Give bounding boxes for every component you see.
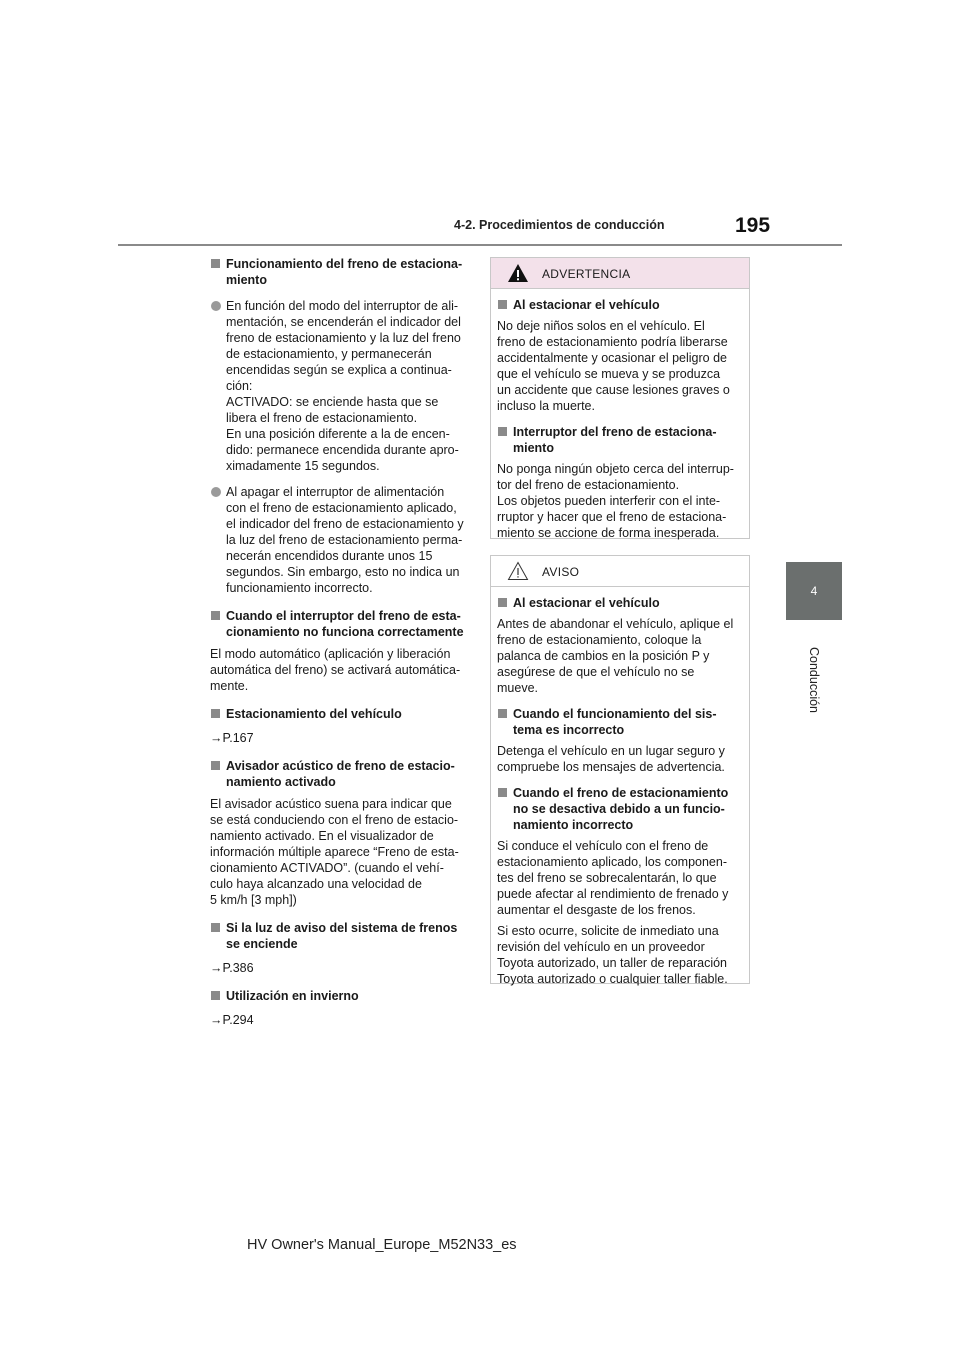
header-rule — [118, 244, 842, 246]
heading — [210, 608, 470, 640]
paragraph: Antes de abandonar el vehículo, aplique el freno de estacionamiento, coloque la palanca de cambios en la posición P y asegúrese de que el vehículo no se mueve. — [497, 617, 734, 695]
bullet-item — [210, 484, 470, 596]
heading-text: Estacionamiento del vehículo — [226, 707, 402, 721]
heading — [497, 595, 743, 611]
heading — [497, 424, 743, 456]
warning-title: ADVERTENCIA — [542, 267, 631, 281]
chapter-tab[interactable]: 4 — [786, 562, 842, 620]
page-reference-link[interactable]: →P.386 — [210, 961, 254, 975]
warning-box — [490, 257, 750, 539]
heading — [497, 706, 743, 738]
heading-text: Si la luz de aviso del sistema de frenos se enciende — [226, 921, 458, 951]
notice-box-header — [491, 556, 749, 587]
square-bullet-icon — [498, 598, 507, 607]
left-column — [210, 256, 470, 1028]
notice-title: AVISO — [542, 565, 580, 579]
heading-text: Interruptor del freno de estaciona- miento — [513, 425, 717, 455]
bullet-text: En función del modo del interruptor de ali- mentación, se encenderán el indicador del freno de estacionamiento y la luz del freno de estacionamiento, y permanecerán encendidas según se explica a continua- ción: ACTIVADO: se enciende hasta que se libera el freno de estacionamiento. En una posición diferente a la de encen- dido: permanece encendida durante apro- ximadamente 15 segundos. — [226, 299, 461, 473]
paragraph: No ponga ningún objeto cerca del interrup- tor del freno de estacionamiento. Los objetos pueden interferir con el inte- rruptor y hacer que el freno de estaciona- miento se accione de forma inesperada. — [497, 462, 734, 540]
paragraph: Si esto ocurre, solicite de inmediato una revisión del vehículo en un proveedor Toyota autorizado, un taller de reparación Toyota autorizado o cualquier taller fiable. — [497, 924, 728, 986]
page-number: 195 — [735, 214, 771, 237]
heading-text: Al estacionar el vehículo — [513, 596, 660, 610]
notice-box-body — [491, 587, 749, 987]
square-bullet-icon — [211, 709, 220, 718]
heading — [210, 988, 470, 1004]
paragraph: El avisador acústico suena para indicar que se está conduciendo con el freno de estacio- namiento activado. En el visualizador de información múltiple aparece “Freno de esta- cionamiento ACTIVADO”. (cuando el vehí- culo haya alcanzado una velocidad de 5 km/h [3 mph]) — [210, 797, 459, 907]
section-title: 4-2. Procedimientos de conducción — [454, 218, 665, 232]
paragraph: No deje niños solos en el vehículo. El freno de estacionamiento podría liberarse accidentalmente y ocasionar el peligro de que el vehículo se mueva y se produzca un accidente que cause lesiones graves o incluso la muerte. — [497, 319, 730, 413]
bullet-text: Al apagar el interruptor de alimentación con el freno de estacionamiento aplicado, el indicador del freno de estacionamiento y la luz del freno de estacionamiento perma- necerán encendidos durante unos 15 segundos. Sin embargo, esto no indica un funcionamiento incorrecto. — [226, 485, 464, 595]
heading — [210, 256, 470, 288]
square-bullet-icon — [211, 991, 220, 1000]
heading — [210, 758, 470, 790]
square-bullet-icon — [211, 761, 220, 770]
square-bullet-icon — [498, 788, 507, 797]
heading — [497, 297, 743, 313]
heading-text: Cuando el funcionamiento del sis- tema es incorrecto — [513, 707, 717, 737]
page-reference-link[interactable]: →P.294 — [210, 1013, 254, 1027]
heading — [210, 920, 470, 952]
paragraph: El modo automático (aplicación y liberación automática del freno) se activará automática- mente. — [210, 647, 461, 693]
chapter-label-text: Conducción — [807, 646, 821, 714]
square-bullet-icon — [498, 300, 507, 309]
round-bullet-icon — [211, 301, 221, 311]
caution-triangle-outline-icon — [507, 561, 529, 581]
heading — [210, 706, 470, 722]
warning-box-header — [491, 258, 749, 289]
heading-text: Cuando el interruptor del freno de esta- cionamiento no funciona correctamente — [226, 609, 464, 639]
heading-text: Avisador acústico de freno de estacio- namiento activado — [226, 759, 455, 789]
heading-text: Cuando el freno de estacionamiento no se desactiva debido a un funcio- namiento incorrecto — [513, 786, 729, 832]
notice-box — [490, 555, 750, 984]
square-bullet-icon — [211, 259, 220, 268]
heading-text: Al estacionar el vehículo — [513, 298, 660, 312]
heading-text: Utilización en invierno — [226, 989, 359, 1003]
warning-box-body — [491, 289, 749, 541]
square-bullet-icon — [498, 709, 507, 718]
heading-text: Funcionamiento del freno de estaciona- miento — [226, 257, 463, 287]
footer-text: HV Owner's Manual_Europe_M52N33_es — [247, 1237, 517, 1253]
page-reference-link[interactable]: →P.167 — [210, 731, 254, 745]
round-bullet-icon — [211, 487, 221, 497]
paragraph: Detenga el vehículo en un lugar seguro y compruebe los mensajes de advertencia. — [497, 744, 725, 774]
bullet-item — [210, 298, 470, 474]
paragraph: Si conduce el vehículo con el freno de estacionamiento aplicado, los componen- tes del freno se sobrecalentarán, lo que puede afectar al rendimiento de frenado y aumentar el desgaste de los frenos. — [497, 839, 729, 917]
heading — [497, 785, 743, 833]
warning-triangle-filled-icon — [507, 263, 529, 283]
square-bullet-icon — [211, 611, 220, 620]
square-bullet-icon — [211, 923, 220, 932]
square-bullet-icon — [498, 427, 507, 436]
